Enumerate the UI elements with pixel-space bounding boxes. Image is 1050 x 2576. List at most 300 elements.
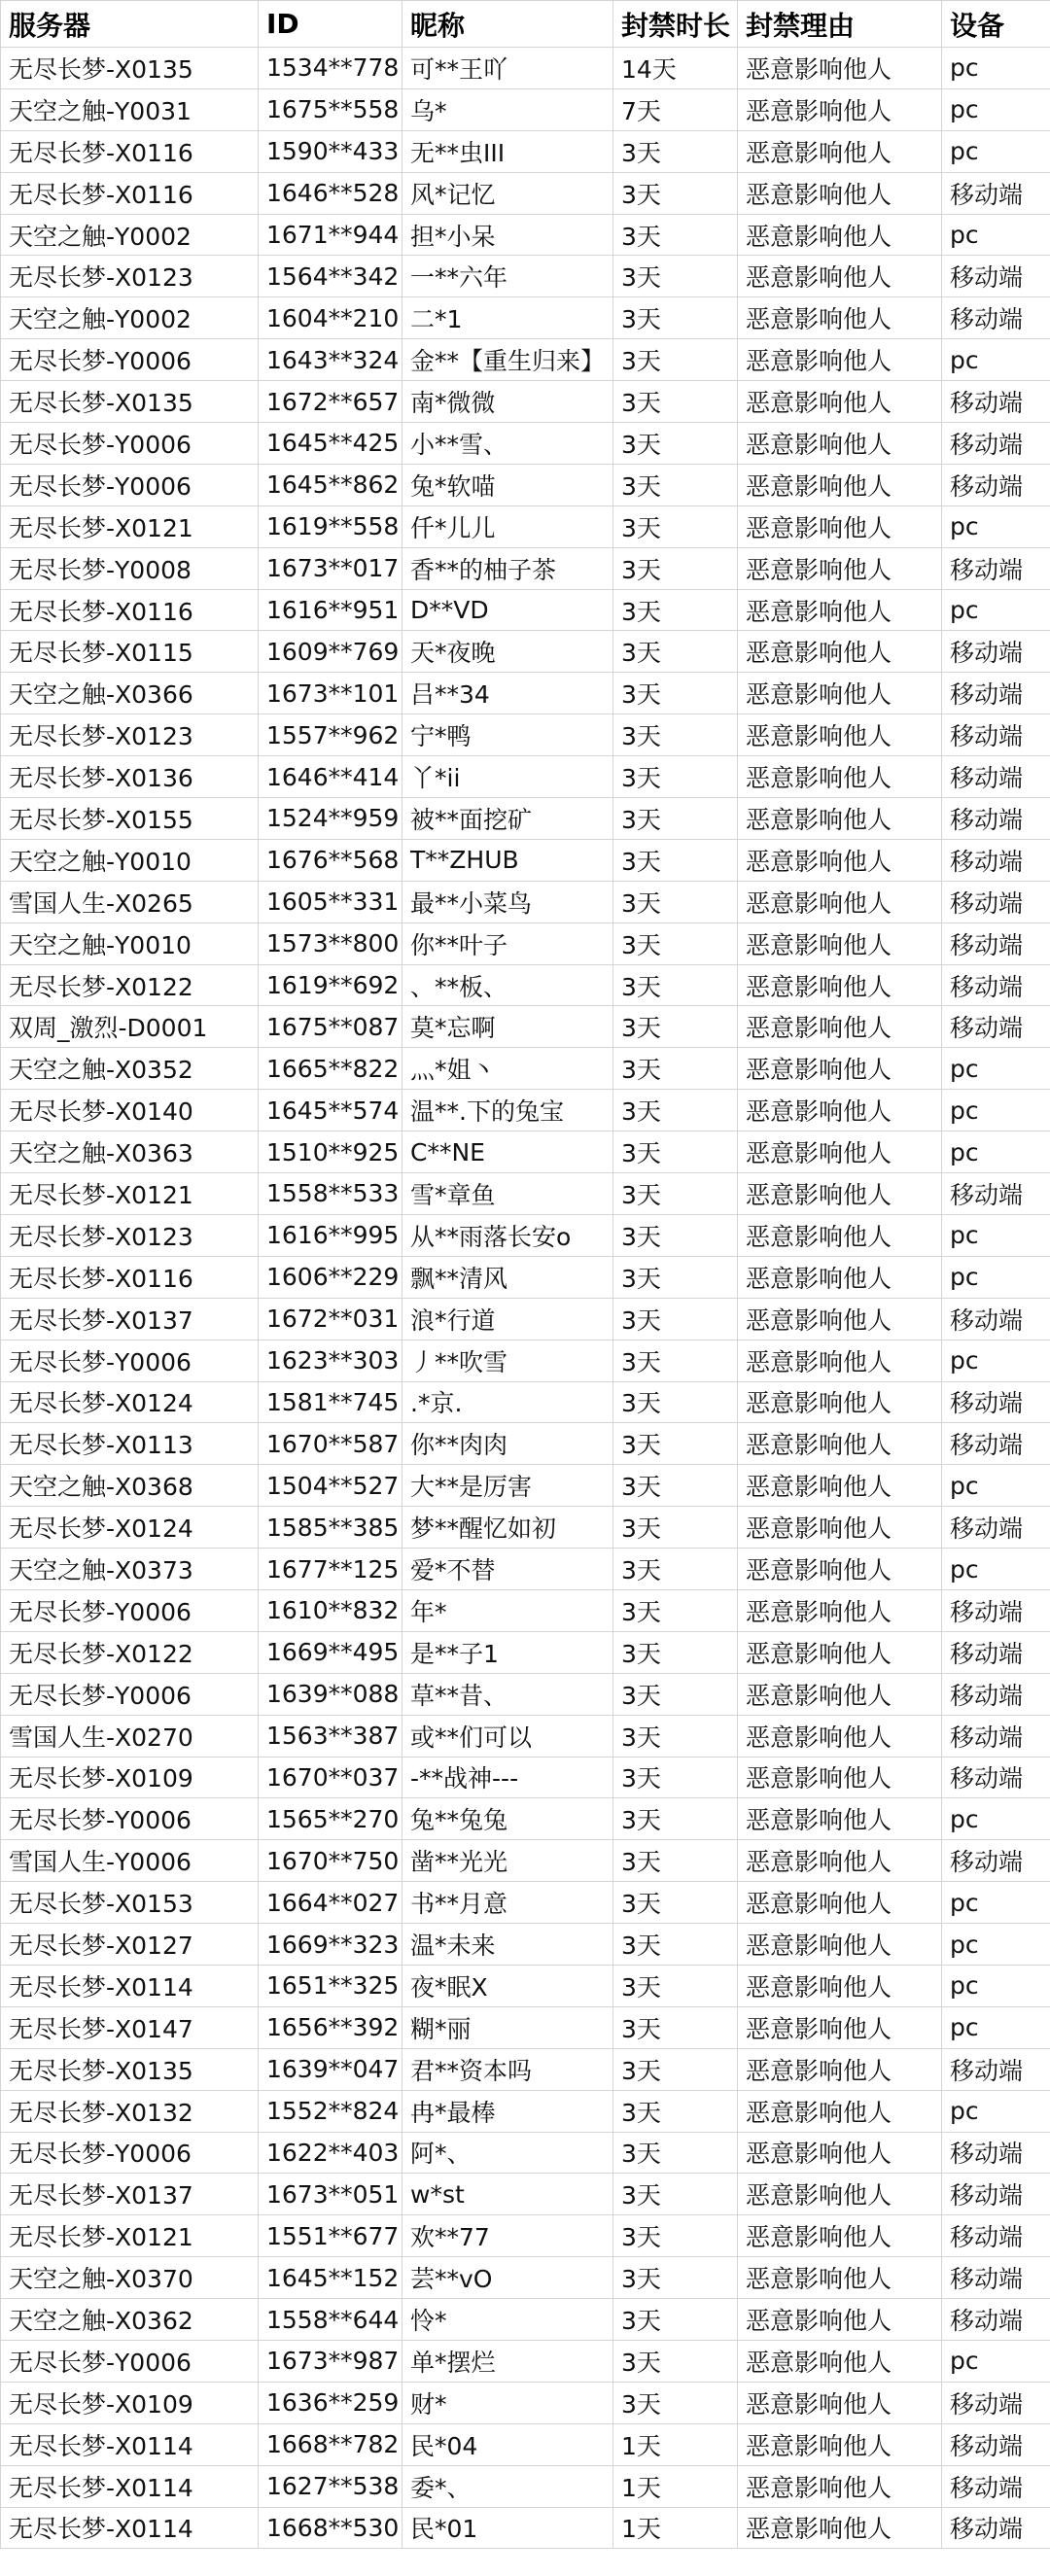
cell-id: 1609**769 xyxy=(259,631,402,673)
cell-ban-duration: 3天 xyxy=(613,1340,738,1381)
cell-device: 移动端 xyxy=(942,714,1050,756)
cell-server: 雪国人生-X0270 xyxy=(1,1715,259,1757)
cell-server: 无尽长梦-X0123 xyxy=(1,714,259,756)
cell-server: 无尽长梦-X0121 xyxy=(1,2215,259,2257)
cell-server: 无尽长梦-X0135 xyxy=(1,381,259,423)
cell-ban-duration: 3天 xyxy=(613,256,738,297)
cell-ban-duration: 1天 xyxy=(613,2465,738,2507)
cell-device: pc xyxy=(942,1924,1050,1966)
cell-id: 1573**800 xyxy=(259,922,402,964)
cell-nickname: 最**小菜鸟 xyxy=(402,881,613,922)
cell-device: 移动端 xyxy=(942,1173,1050,1215)
cell-device: 移动端 xyxy=(942,1381,1050,1423)
cell-id: 1563**387 xyxy=(259,1715,402,1757)
cell-ban-duration: 3天 xyxy=(613,1173,738,1215)
cell-device: pc xyxy=(942,1340,1050,1381)
cell-nickname: 欢**77 xyxy=(402,2215,613,2257)
cell-device: 移动端 xyxy=(942,881,1050,922)
table-row xyxy=(1,1381,1050,1423)
cell-device: pc xyxy=(942,1256,1050,1298)
header-device: 设备 xyxy=(942,1,1050,48)
cell-id: 1622**403 xyxy=(259,2132,402,2174)
cell-ban-reason: 恶意影响他人 xyxy=(738,1131,942,1173)
cell-device: pc xyxy=(942,1798,1050,1840)
header-ban-reason: 封禁理由 xyxy=(738,1,942,48)
cell-nickname: 委*、 xyxy=(402,2465,613,2507)
table-row xyxy=(1,2257,1050,2299)
cell-server: 无尽长梦-X0114 xyxy=(1,2465,259,2507)
cell-id: 1646**414 xyxy=(259,756,402,798)
cell-ban-reason: 恶意影响他人 xyxy=(738,839,942,881)
cell-nickname: 无**虫III xyxy=(402,130,613,172)
table-row xyxy=(1,464,1050,505)
cell-nickname: 金**【重生归来】 xyxy=(402,339,613,381)
cell-server: 无尽长梦-X0135 xyxy=(1,48,259,89)
cell-ban-duration: 7天 xyxy=(613,88,738,130)
cell-device: 移动端 xyxy=(942,798,1050,840)
table-row xyxy=(1,1340,1050,1381)
cell-nickname: 丫*ii xyxy=(402,756,613,798)
cell-ban-reason: 恶意影响他人 xyxy=(738,88,942,130)
cell-nickname: 大**是厉害 xyxy=(402,1465,613,1507)
cell-nickname: 小**雪、 xyxy=(402,423,613,465)
cell-device: 移动端 xyxy=(942,172,1050,214)
cell-id: 1670**750 xyxy=(259,1840,402,1882)
cell-nickname: .*京. xyxy=(402,1381,613,1423)
cell-device: 移动端 xyxy=(942,2423,1050,2465)
cell-device: 移动端 xyxy=(942,1507,1050,1549)
cell-id: 1656**392 xyxy=(259,2006,402,2048)
cell-ban-duration: 3天 xyxy=(613,1631,738,1673)
cell-server: 雪国人生-Y0006 xyxy=(1,1840,259,1882)
cell-id: 1564**342 xyxy=(259,256,402,297)
cell-id: 1673**101 xyxy=(259,673,402,714)
cell-nickname: 凿**光光 xyxy=(402,1840,613,1882)
cell-id: 1643**324 xyxy=(259,339,402,381)
cell-server: 无尽长梦-Y0008 xyxy=(1,547,259,589)
cell-id: 1627**538 xyxy=(259,2465,402,2507)
cell-device: 移动端 xyxy=(942,2382,1050,2423)
cell-ban-reason: 恶意影响他人 xyxy=(738,756,942,798)
cell-ban-duration: 3天 xyxy=(613,1673,738,1715)
cell-device: pc xyxy=(942,1465,1050,1507)
cell-ban-reason: 恶意影响他人 xyxy=(738,1798,942,1840)
table-row xyxy=(1,1298,1050,1340)
cell-device: 移动端 xyxy=(942,297,1050,339)
cell-ban-duration: 3天 xyxy=(613,464,738,505)
cell-server: 天空之触-X0352 xyxy=(1,1048,259,1090)
cell-server: 无尽长梦-X0121 xyxy=(1,505,259,547)
cell-device: pc xyxy=(942,214,1050,256)
cell-nickname: 天*夜晚 xyxy=(402,631,613,673)
cell-ban-reason: 恶意影响他人 xyxy=(738,130,942,172)
cell-server: 雪国人生-X0265 xyxy=(1,881,259,922)
cell-ban-reason: 恶意影响他人 xyxy=(738,1048,942,1090)
table-row xyxy=(1,1465,1050,1507)
table-row xyxy=(1,1090,1050,1131)
cell-id: 1645**152 xyxy=(259,2257,402,2299)
cell-ban-reason: 恶意影响他人 xyxy=(738,2174,942,2215)
cell-ban-duration: 3天 xyxy=(613,881,738,922)
cell-server: 无尽长梦-X0155 xyxy=(1,798,259,840)
cell-server: 无尽长梦-X0123 xyxy=(1,256,259,297)
cell-device: pc xyxy=(942,1131,1050,1173)
header-row xyxy=(1,1,1050,48)
cell-ban-reason: 恶意影响他人 xyxy=(738,2132,942,2174)
cell-id: 1639**088 xyxy=(259,1673,402,1715)
cell-nickname: 糊*丽 xyxy=(402,2006,613,2048)
cell-device: pc xyxy=(942,1882,1050,1924)
cell-ban-duration: 3天 xyxy=(613,1507,738,1549)
cell-nickname: 民*04 xyxy=(402,2423,613,2465)
table-row xyxy=(1,381,1050,423)
cell-ban-duration: 3天 xyxy=(613,505,738,547)
cell-device: 移动端 xyxy=(942,2507,1050,2549)
cell-server: 天空之触-X0366 xyxy=(1,673,259,714)
cell-device: 移动端 xyxy=(942,381,1050,423)
cell-nickname: 莫*忘啊 xyxy=(402,1006,613,1048)
cell-id: 1604**210 xyxy=(259,297,402,339)
cell-server: 无尽长梦-Y0006 xyxy=(1,464,259,505)
cell-ban-reason: 恶意影响他人 xyxy=(738,1507,942,1549)
cell-device: pc xyxy=(942,130,1050,172)
cell-device: 移动端 xyxy=(942,1673,1050,1715)
cell-server: 天空之触-Y0010 xyxy=(1,839,259,881)
cell-ban-reason: 恶意影响他人 xyxy=(738,2340,942,2382)
cell-ban-duration: 3天 xyxy=(613,1465,738,1507)
cell-device: 移动端 xyxy=(942,2132,1050,2174)
cell-device: 移动端 xyxy=(942,423,1050,465)
table-row xyxy=(1,1798,1050,1840)
cell-nickname: 怜* xyxy=(402,2299,613,2341)
cell-ban-duration: 3天 xyxy=(613,1798,738,1840)
cell-id: 1590**433 xyxy=(259,130,402,172)
cell-ban-duration: 3天 xyxy=(613,1423,738,1465)
cell-ban-duration: 3天 xyxy=(613,589,738,631)
cell-id: 1616**995 xyxy=(259,1214,402,1256)
cell-nickname: 你**肉肉 xyxy=(402,1423,613,1465)
cell-id: 1672**031 xyxy=(259,1298,402,1340)
table-row xyxy=(1,1631,1050,1673)
cell-device: 移动端 xyxy=(942,2299,1050,2341)
cell-device: 移动端 xyxy=(942,1589,1050,1631)
cell-server: 天空之触-X0370 xyxy=(1,2257,259,2299)
table-row xyxy=(1,48,1050,89)
cell-ban-duration: 3天 xyxy=(613,922,738,964)
cell-server: 无尽长梦-X0132 xyxy=(1,2090,259,2132)
cell-ban-reason: 恶意影响他人 xyxy=(738,1173,942,1215)
cell-device: pc xyxy=(942,589,1050,631)
table-row xyxy=(1,2299,1050,2341)
cell-server: 无尽长梦-X0124 xyxy=(1,1507,259,1549)
cell-server: 无尽长梦-X0116 xyxy=(1,589,259,631)
table-row xyxy=(1,1549,1050,1590)
cell-nickname: w*st xyxy=(402,2174,613,2215)
cell-device: pc xyxy=(942,88,1050,130)
header-ban-duration: 封禁时长 xyxy=(613,1,738,48)
cell-nickname: 可**王吖 xyxy=(402,48,613,89)
cell-id: 1676**568 xyxy=(259,839,402,881)
cell-server: 天空之触-X0363 xyxy=(1,1131,259,1173)
cell-id: 1558**644 xyxy=(259,2299,402,2341)
cell-ban-reason: 恶意影响他人 xyxy=(738,589,942,631)
cell-ban-duration: 3天 xyxy=(613,839,738,881)
cell-nickname: 飘**清风 xyxy=(402,1256,613,1298)
cell-ban-reason: 恶意影响他人 xyxy=(738,547,942,589)
table-row xyxy=(1,214,1050,256)
cell-device: 移动端 xyxy=(942,1298,1050,1340)
cell-device: 移动端 xyxy=(942,256,1050,297)
table-row xyxy=(1,2215,1050,2257)
cell-nickname: 冉*最棒 xyxy=(402,2090,613,2132)
cell-id: 1651**325 xyxy=(259,1965,402,2006)
table-row xyxy=(1,631,1050,673)
cell-nickname: 香**的柚子茶 xyxy=(402,547,613,589)
cell-ban-reason: 恶意影响他人 xyxy=(738,1298,942,1340)
cell-device: 移动端 xyxy=(942,464,1050,505)
cell-id: 1672**657 xyxy=(259,381,402,423)
cell-ban-reason: 恶意影响他人 xyxy=(738,1757,942,1798)
cell-ban-duration: 3天 xyxy=(613,2215,738,2257)
cell-ban-reason: 恶意影响他人 xyxy=(738,48,942,89)
table-row xyxy=(1,256,1050,297)
cell-id: 1619**558 xyxy=(259,505,402,547)
cell-ban-duration: 3天 xyxy=(613,297,738,339)
cell-ban-reason: 恶意影响他人 xyxy=(738,214,942,256)
cell-server: 天空之触-Y0002 xyxy=(1,214,259,256)
cell-ban-reason: 恶意影响他人 xyxy=(738,1965,942,2006)
cell-nickname: 浪*行道 xyxy=(402,1298,613,1340)
cell-device: 移动端 xyxy=(942,922,1050,964)
table-row xyxy=(1,2006,1050,2048)
cell-id: 1670**037 xyxy=(259,1757,402,1798)
cell-ban-reason: 恶意影响他人 xyxy=(738,1381,942,1423)
table-row xyxy=(1,2174,1050,2215)
cell-ban-reason: 恶意影响他人 xyxy=(738,714,942,756)
table-row xyxy=(1,1924,1050,1966)
cell-nickname: 阿*、 xyxy=(402,2132,613,2174)
cell-ban-duration: 3天 xyxy=(613,339,738,381)
cell-ban-duration: 3天 xyxy=(613,798,738,840)
cell-device: 移动端 xyxy=(942,1006,1050,1048)
table-row xyxy=(1,839,1050,881)
table-row xyxy=(1,756,1050,798)
table-row xyxy=(1,964,1050,1006)
cell-id: 1585**385 xyxy=(259,1507,402,1549)
cell-device: 移动端 xyxy=(942,2215,1050,2257)
table-row xyxy=(1,505,1050,547)
cell-ban-duration: 3天 xyxy=(613,381,738,423)
cell-id: 1606**229 xyxy=(259,1256,402,1298)
cell-ban-duration: 3天 xyxy=(613,964,738,1006)
cell-id: 1645**574 xyxy=(259,1090,402,1131)
table-row xyxy=(1,339,1050,381)
cell-id: 1623**303 xyxy=(259,1340,402,1381)
table-row xyxy=(1,714,1050,756)
cell-ban-duration: 3天 xyxy=(613,1589,738,1631)
cell-ban-duration: 3天 xyxy=(613,214,738,256)
cell-nickname: 单*摆烂 xyxy=(402,2340,613,2382)
cell-server: 无尽长梦-X0114 xyxy=(1,1965,259,2006)
table-row xyxy=(1,1965,1050,2006)
cell-ban-reason: 恶意影响他人 xyxy=(738,256,942,297)
cell-ban-duration: 3天 xyxy=(613,423,738,465)
cell-device: 移动端 xyxy=(942,547,1050,589)
table-row xyxy=(1,1214,1050,1256)
cell-server: 天空之触-Y0031 xyxy=(1,88,259,130)
cell-nickname: 乌* xyxy=(402,88,613,130)
cell-server: 无尽长梦-X0121 xyxy=(1,1173,259,1215)
cell-device: 移动端 xyxy=(942,2174,1050,2215)
cell-ban-reason: 恶意影响他人 xyxy=(738,505,942,547)
cell-id: 1677**125 xyxy=(259,1549,402,1590)
cell-id: 1671**944 xyxy=(259,214,402,256)
cell-nickname: 兔*软喵 xyxy=(402,464,613,505)
cell-ban-duration: 3天 xyxy=(613,2006,738,2048)
cell-device: pc xyxy=(942,1965,1050,2006)
table-row xyxy=(1,547,1050,589)
cell-server: 双周_激烈-D0001 xyxy=(1,1006,259,1048)
cell-ban-reason: 恶意影响他人 xyxy=(738,1549,942,1590)
cell-nickname: 你**叶子 xyxy=(402,922,613,964)
table-row xyxy=(1,2382,1050,2423)
cell-ban-duration: 3天 xyxy=(613,2382,738,2423)
cell-ban-duration: 3天 xyxy=(613,1924,738,1966)
table-row xyxy=(1,130,1050,172)
table-row xyxy=(1,2048,1050,2090)
cell-ban-reason: 恶意影响他人 xyxy=(738,381,942,423)
cell-device: pc xyxy=(942,1090,1050,1131)
cell-id: 1639**047 xyxy=(259,2048,402,2090)
cell-id: 1669**323 xyxy=(259,1924,402,1966)
cell-nickname: 一**六年 xyxy=(402,256,613,297)
cell-server: 无尽长梦-Y0006 xyxy=(1,423,259,465)
cell-server: 无尽长梦-Y0006 xyxy=(1,339,259,381)
cell-ban-duration: 3天 xyxy=(613,1965,738,2006)
cell-ban-duration: 3天 xyxy=(613,1214,738,1256)
table-row xyxy=(1,1882,1050,1924)
header-nickname: 昵称 xyxy=(402,1,613,48)
cell-nickname: D**VD xyxy=(402,589,613,631)
cell-nickname: 二*1 xyxy=(402,297,613,339)
cell-server: 无尽长梦-X0116 xyxy=(1,1256,259,1298)
cell-nickname: 书**月意 xyxy=(402,1882,613,1924)
cell-device: 移动端 xyxy=(942,1840,1050,1882)
cell-id: 1581**745 xyxy=(259,1381,402,1423)
cell-id: 1510**925 xyxy=(259,1131,402,1173)
cell-ban-duration: 3天 xyxy=(613,673,738,714)
table-row xyxy=(1,1715,1050,1757)
cell-ban-reason: 恶意影响他人 xyxy=(738,1006,942,1048)
cell-ban-reason: 恶意影响他人 xyxy=(738,2465,942,2507)
cell-ban-duration: 3天 xyxy=(613,130,738,172)
cell-nickname: 雪*章鱼 xyxy=(402,1173,613,1215)
cell-device: 移动端 xyxy=(942,839,1050,881)
cell-ban-reason: 恶意影响他人 xyxy=(738,1882,942,1924)
cell-ban-reason: 恶意影响他人 xyxy=(738,2382,942,2423)
table-row xyxy=(1,2090,1050,2132)
cell-ban-reason: 恶意影响他人 xyxy=(738,2090,942,2132)
cell-ban-duration: 3天 xyxy=(613,1757,738,1798)
cell-device: 移动端 xyxy=(942,964,1050,1006)
cell-server: 无尽长梦-X0127 xyxy=(1,1924,259,1966)
cell-nickname: 南*微微 xyxy=(402,381,613,423)
cell-server: 无尽长梦-X0115 xyxy=(1,631,259,673)
cell-ban-reason: 恶意影响他人 xyxy=(738,1465,942,1507)
cell-device: 移动端 xyxy=(942,673,1050,714)
cell-ban-reason: 恶意影响他人 xyxy=(738,1715,942,1757)
table-row xyxy=(1,1757,1050,1798)
cell-nickname: 灬*姐丶 xyxy=(402,1048,613,1090)
table-row xyxy=(1,1840,1050,1882)
cell-ban-duration: 3天 xyxy=(613,2174,738,2215)
cell-ban-duration: 3天 xyxy=(613,2299,738,2341)
cell-ban-reason: 恶意影响他人 xyxy=(738,1673,942,1715)
cell-ban-duration: 3天 xyxy=(613,1256,738,1298)
cell-id: 1645**862 xyxy=(259,464,402,505)
cell-id: 1616**951 xyxy=(259,589,402,631)
cell-ban-duration: 3天 xyxy=(613,1882,738,1924)
cell-server: 无尽长梦-X0109 xyxy=(1,1757,259,1798)
cell-server: 无尽长梦-Y0006 xyxy=(1,1589,259,1631)
cell-nickname: 是**子1 xyxy=(402,1631,613,1673)
cell-ban-duration: 3天 xyxy=(613,756,738,798)
cell-ban-reason: 恶意影响他人 xyxy=(738,1256,942,1298)
cell-server: 无尽长梦-X0137 xyxy=(1,1298,259,1340)
cell-server: 天空之触-X0368 xyxy=(1,1465,259,1507)
cell-ban-reason: 恶意影响他人 xyxy=(738,1090,942,1131)
cell-ban-reason: 恶意影响他人 xyxy=(738,2048,942,2090)
cell-ban-duration: 14天 xyxy=(613,48,738,89)
cell-id: 1673**987 xyxy=(259,2340,402,2382)
cell-ban-reason: 恶意影响他人 xyxy=(738,2215,942,2257)
cell-id: 1504**527 xyxy=(259,1465,402,1507)
cell-ban-duration: 3天 xyxy=(613,1840,738,1882)
table-row xyxy=(1,922,1050,964)
cell-server: 无尽长梦-Y0006 xyxy=(1,1340,259,1381)
cell-device: 移动端 xyxy=(942,2257,1050,2299)
cell-id: 1669**495 xyxy=(259,1631,402,1673)
cell-device: pc xyxy=(942,339,1050,381)
table-body xyxy=(1,48,1050,2549)
cell-id: 1605**331 xyxy=(259,881,402,922)
table-row xyxy=(1,1256,1050,1298)
cell-id: 1565**270 xyxy=(259,1798,402,1840)
cell-nickname: 年* xyxy=(402,1589,613,1631)
cell-server: 天空之触-X0362 xyxy=(1,2299,259,2341)
cell-server: 无尽长梦-X0122 xyxy=(1,964,259,1006)
table-row xyxy=(1,423,1050,465)
cell-id: 1645**425 xyxy=(259,423,402,465)
cell-ban-duration: 1天 xyxy=(613,2423,738,2465)
cell-nickname: -**战神--- xyxy=(402,1757,613,1798)
cell-ban-duration: 3天 xyxy=(613,2048,738,2090)
cell-ban-reason: 恶意影响他人 xyxy=(738,2299,942,2341)
cell-ban-reason: 恶意影响他人 xyxy=(738,172,942,214)
cell-nickname: 仟*儿儿 xyxy=(402,505,613,547)
table-row xyxy=(1,88,1050,130)
cell-ban-duration: 3天 xyxy=(613,2257,738,2299)
table-row xyxy=(1,2340,1050,2382)
cell-id: 1534**778 xyxy=(259,48,402,89)
cell-server: 无尽长梦-X0147 xyxy=(1,2006,259,2048)
table-row xyxy=(1,2423,1050,2465)
cell-device: pc xyxy=(942,1048,1050,1090)
cell-id: 1664**027 xyxy=(259,1882,402,1924)
cell-id: 1551**677 xyxy=(259,2215,402,2257)
cell-ban-duration: 3天 xyxy=(613,1006,738,1048)
cell-ban-reason: 恶意影响他人 xyxy=(738,2423,942,2465)
